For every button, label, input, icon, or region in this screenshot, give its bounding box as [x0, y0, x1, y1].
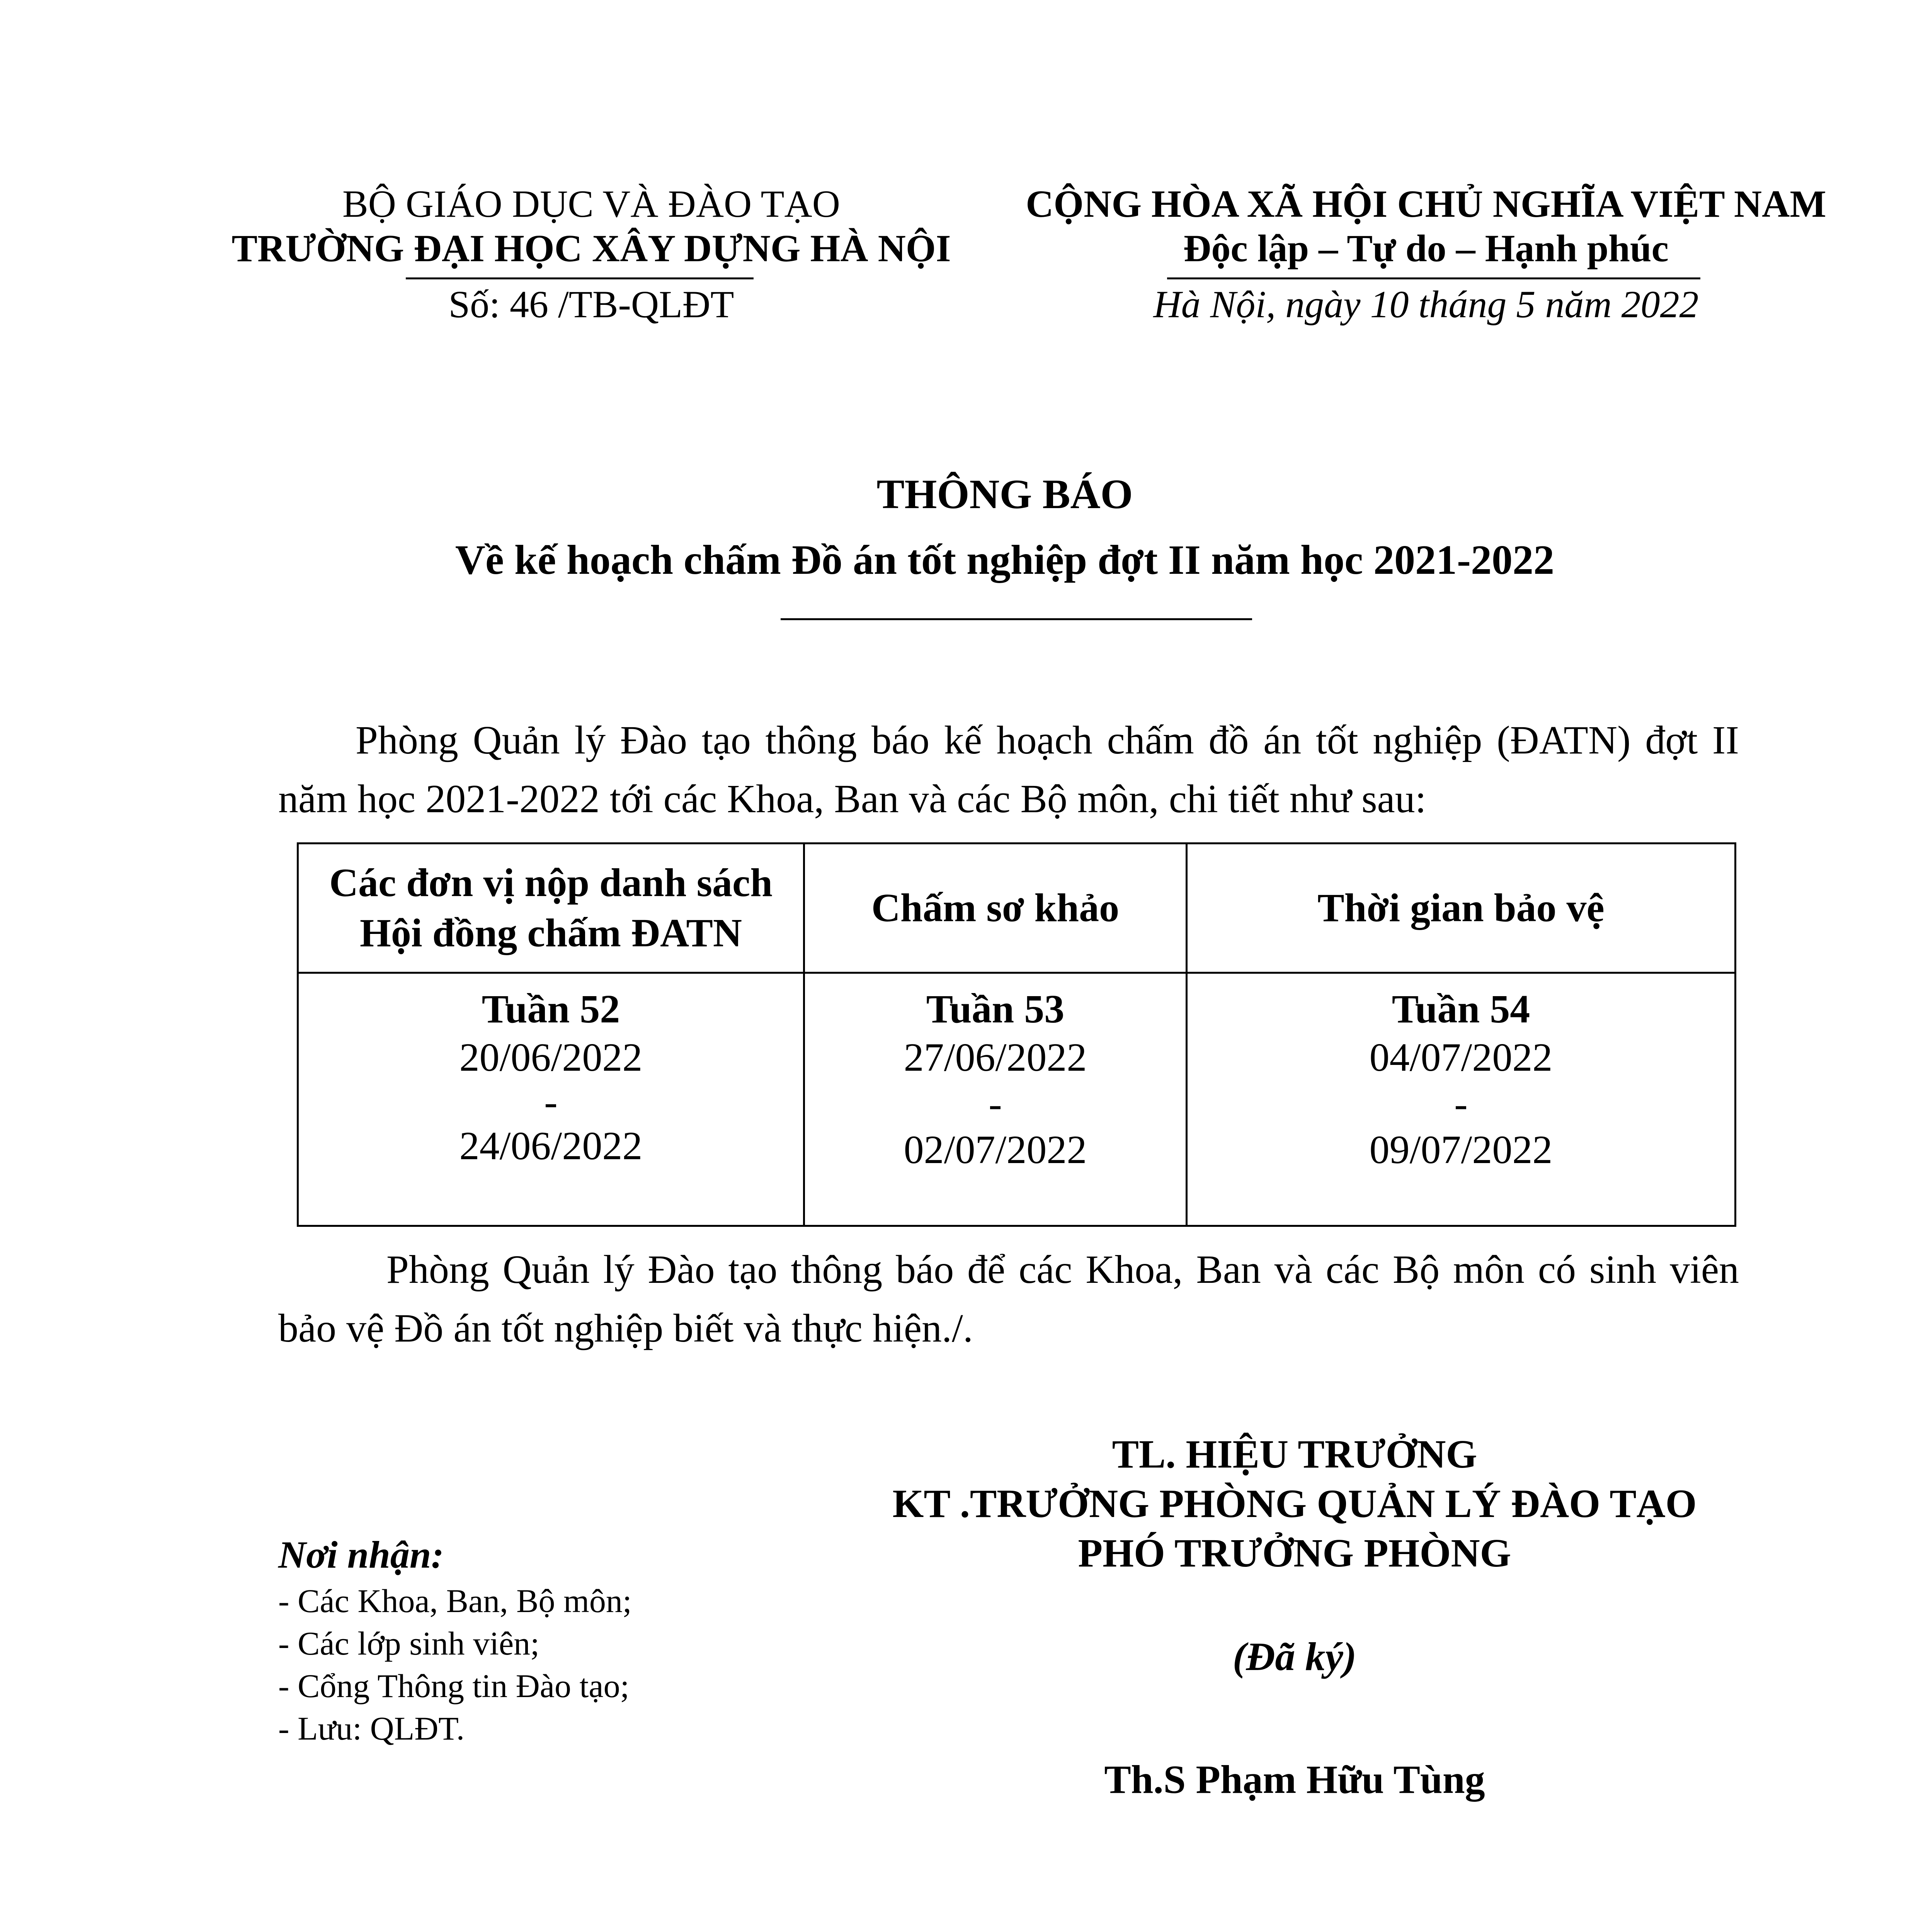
national-header — [989, 182, 1863, 327]
week-label: Tuần 54 — [1392, 987, 1530, 1031]
date-separator: - — [1454, 1081, 1468, 1126]
signature-block — [850, 1430, 1739, 1804]
cell-preliminary-grading — [804, 973, 1187, 1226]
notice-title-block — [271, 469, 1739, 585]
signer-name: Th.S Phạm Hữu Tùng — [1104, 1757, 1485, 1802]
place-date: Hà Nội, ngày 10 tháng 5 năm 2022 — [1153, 283, 1699, 326]
closing-paragraph: Phòng Quản lý Đào tạo thông báo để các Khoa, Ban và các Bộ môn có sinh viên bảo vệ Đồ án tốt nghiệp biết và thực hiện./. — [278, 1247, 1739, 1350]
cell-defense-time — [1187, 973, 1736, 1226]
motto-underline — [1167, 277, 1700, 279]
end-date: 02/07/2022 — [904, 1127, 1087, 1172]
header-preliminary-grading: Chấm sơ khảo — [804, 844, 1187, 973]
signature-position: PHÓ TRƯỞNG PHÒNG — [1078, 1531, 1511, 1575]
cell-submit-list — [298, 973, 804, 1226]
start-date: 20/06/2022 — [459, 1035, 643, 1080]
list-item: - Các Khoa, Ban, Bộ môn; — [278, 1582, 632, 1619]
recipients-label: Nơi nhận: — [278, 1533, 444, 1576]
header-submit-list: Các đơn vị nộp danh sách Hội đồng chấm ĐATN — [298, 844, 804, 973]
recipients-block — [278, 1530, 974, 1750]
notice-title: THÔNG BÁO — [876, 471, 1133, 517]
header-defense-time: Thời gian bảo vệ — [1187, 844, 1736, 973]
week-label: Tuần 52 — [482, 987, 620, 1031]
signature-authority: TL. HIỆU TRƯỞNG — [1112, 1432, 1477, 1476]
end-date: 24/06/2022 — [459, 1123, 643, 1168]
table-row — [298, 973, 1736, 1226]
end-date: 09/07/2022 — [1369, 1127, 1553, 1172]
list-item: - Lưu: QLĐT. — [278, 1710, 465, 1747]
signature-department: KT .TRƯỞNG PHÒNG QUẢN LÝ ĐÀO TẠO — [892, 1481, 1697, 1526]
list-item: - Các lớp sinh viên; — [278, 1625, 540, 1662]
signed-mark: (Đã ký) — [1232, 1634, 1357, 1679]
issuer-header — [193, 182, 989, 327]
republic-name: CỘNG HÒA XÃ HỘI CHỦ NGHĨA VIỆT NAM — [1026, 182, 1826, 225]
notice-subtitle: Về kế hoạch chấm Đồ án tốt nghiệp đợt II năm học 2021-2022 — [455, 537, 1554, 583]
document-number: Số: 46 /TB-QLĐT — [448, 283, 734, 326]
week-label: Tuần 53 — [926, 987, 1065, 1031]
start-date: 04/07/2022 — [1369, 1035, 1553, 1080]
title-underline — [781, 618, 1252, 620]
intro-paragraph: Phòng Quản lý Đào tạo thông báo kế hoạch chấm đồ án tốt nghiệp (ĐATN) đợt II năm học 2021-2022 tới các Khoa, Ban và các Bộ môn, chi tiết như sau: — [278, 718, 1739, 821]
date-separator: - — [544, 1079, 558, 1124]
date-separator: - — [989, 1081, 1002, 1126]
university-name: TRƯỜNG ĐẠI HỌC XÂY DỰNG HÀ NỘI — [231, 227, 951, 270]
issuer-underline — [406, 277, 754, 279]
schedule-table — [297, 842, 1736, 1227]
table-header-row — [298, 844, 1736, 973]
ministry-name: BỘ GIÁO DỤC VÀ ĐÀO TẠO — [342, 182, 840, 225]
national-motto: Độc lập – Tự do – Hạnh phúc — [1183, 227, 1669, 270]
list-item: - Cổng Thông tin Đào tạo; — [278, 1667, 630, 1704]
start-date: 27/06/2022 — [904, 1035, 1087, 1080]
